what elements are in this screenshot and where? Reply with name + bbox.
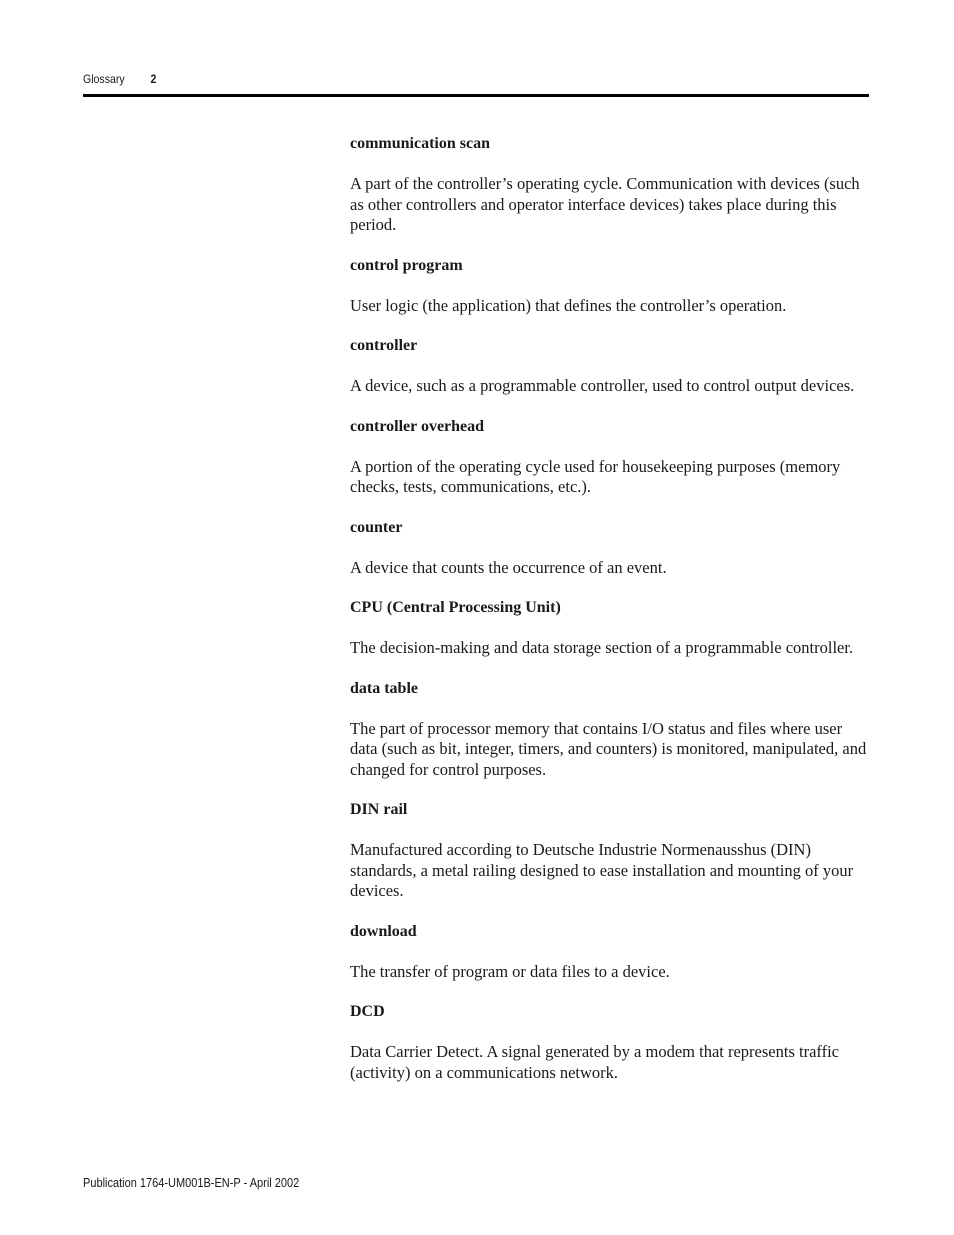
glossary-definition: A part of the controller’s operating cycle. Communication with devices (such as other controllers and operator interface devices) takes place during this period.	[350, 174, 860, 234]
glossary-term: counter	[350, 518, 403, 536]
glossary-definition: Manufactured according to Deutsche Industrie Normenausshus (DIN) standards, a metal railing designed to ease installation and mounting of your devices.	[350, 840, 854, 900]
glossary-term: DIN rail	[350, 801, 408, 818]
glossary-definition: User logic (the application) that defines the controller’s operation.	[350, 295, 787, 315]
glossary-term: data table	[350, 679, 418, 697]
glossary-entry	[350, 679, 870, 781]
glossary-definition: A device, such as a programmable controller, used to control output devices.	[350, 376, 855, 395]
glossary-entry	[350, 598, 870, 659]
glossary-definition: A device that counts the occurrence of an event.	[350, 557, 667, 577]
header-divider	[83, 94, 869, 97]
glossary-entry	[350, 800, 870, 902]
glossary-entry	[350, 518, 870, 579]
glossary-definition: The transfer of program or data files to a device.	[350, 961, 670, 981]
glossary-term: CPU (Central Processing Unit)	[350, 599, 561, 616]
glossary-term: controller	[350, 337, 418, 354]
glossary-term: control program	[350, 256, 463, 274]
glossary-entry	[350, 256, 870, 317]
publication-footer: Publication 1764-UM001B-EN-P - April 2002	[83, 1176, 300, 1190]
glossary-definition: A portion of the operating cycle used for housekeeping purposes (memory checks, tests, communications, etc.).	[350, 456, 841, 496]
glossary-entry	[350, 417, 870, 498]
glossary-definition: Data Carrier Detect. A signal generated by a modem that represents traffic (activity) on a communications network.	[350, 1042, 839, 1082]
glossary-term: download	[350, 922, 417, 940]
glossary-entry	[350, 336, 870, 397]
header-page-number: 2	[150, 72, 157, 86]
glossary-term: DCD	[350, 1003, 385, 1020]
page-header	[83, 72, 156, 86]
glossary-term: controller overhead	[350, 417, 485, 435]
glossary-definition: The part of processor memory that contains I/O status and files where user data (such as bit, integer, timers, and counters) is monitored, manipulated, and changed for control purposes.	[350, 718, 867, 779]
glossary-entry	[350, 922, 870, 983]
glossary-entry	[350, 1002, 870, 1083]
header-section-title: Glossary	[83, 72, 125, 86]
glossary-definition: The decision-making and data storage section of a programmable controller.	[350, 638, 854, 657]
glossary-content	[350, 134, 870, 1103]
glossary-term: communication scan	[350, 135, 490, 152]
glossary-entry	[350, 134, 870, 236]
